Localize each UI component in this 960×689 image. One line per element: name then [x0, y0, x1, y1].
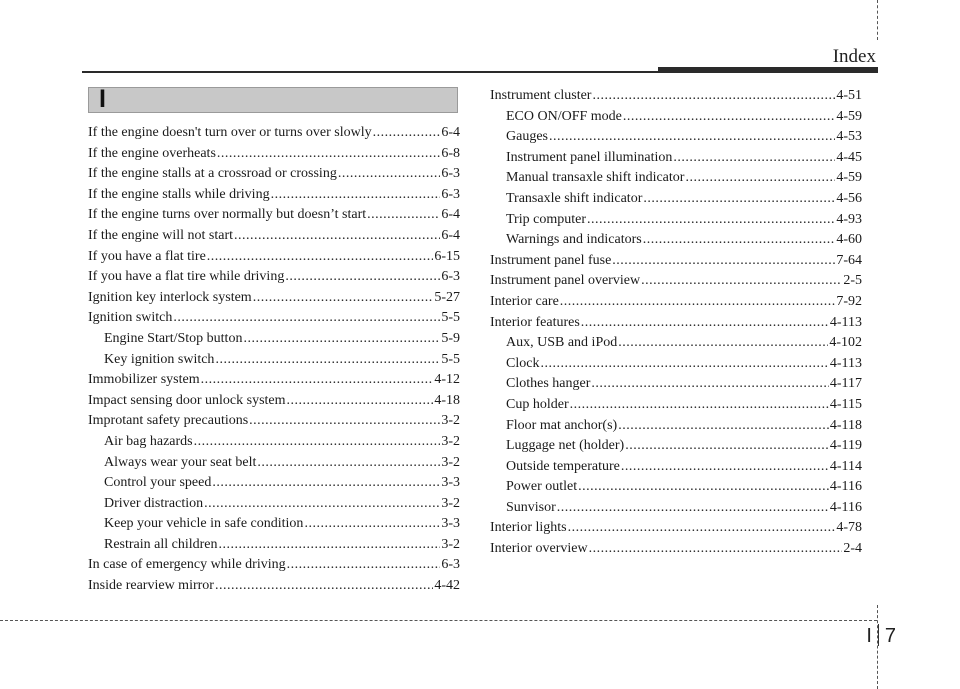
index-entry-page: 5-5: [441, 351, 460, 367]
index-entry-text: Driver distraction: [104, 495, 204, 511]
index-entry: [88, 352, 460, 373]
index-entry: [88, 537, 460, 558]
index-entry-text: Manual transaxle shift indicator: [506, 170, 685, 186]
index-entry-text: Gauges: [506, 129, 548, 145]
index-entry-text: Clock: [506, 355, 540, 371]
index-entry-text: Sunvisor: [506, 499, 556, 515]
dot-leader: [587, 212, 835, 228]
index-entry-text: Immobilizer system: [88, 372, 200, 388]
index-entry-page: 3-2: [441, 536, 460, 552]
dot-leader: [204, 496, 440, 512]
index-entry: [490, 150, 862, 171]
dot-leader: [201, 372, 434, 388]
dot-leader: [673, 150, 835, 166]
index-entry-page: 3-3: [441, 516, 460, 532]
dot-leader: [215, 352, 440, 368]
index-entry-page: 4-113: [829, 314, 862, 330]
index-entry: [88, 455, 460, 476]
index-entry-page: 6-15: [434, 248, 460, 264]
index-entry: [88, 413, 460, 434]
index-entry: [490, 356, 862, 377]
index-entry-page: 2-4: [843, 541, 862, 557]
index-entry-text: If you have a flat tire while driving: [88, 269, 285, 285]
index-entry-page: 4-115: [829, 396, 862, 412]
index-entry: [88, 393, 460, 414]
index-entry: [490, 438, 862, 459]
index-letter: I: [99, 85, 106, 113]
dot-leader: [570, 397, 829, 413]
index-entry-text: Instrument panel illumination: [506, 149, 673, 165]
index-entry-text: If the engine will not start: [88, 227, 234, 243]
index-entry: [490, 500, 862, 521]
index-entry-text: Warnings and indicators: [506, 232, 642, 248]
index-entry-page: 6-3: [441, 166, 460, 182]
index-entry: [490, 315, 862, 336]
index-entry-text: Trip computer: [506, 211, 586, 227]
page-header-title: Index: [832, 46, 876, 67]
index-entry-page: 6-3: [441, 557, 460, 573]
index-entry-page: 4-78: [836, 520, 862, 536]
index-entry-page: 4-59: [836, 108, 862, 124]
index-entry: [88, 557, 460, 578]
dot-leader: [285, 269, 440, 285]
index-entry-text: Inside rearview mirror: [88, 578, 214, 594]
dot-leader: [249, 413, 440, 429]
index-entry-text: If the engine doesn't turn over or turns over slowly: [88, 125, 372, 140]
index-entry: [88, 146, 460, 167]
index-entry-page: 4-53: [836, 129, 862, 145]
index-entry-text: Instrument cluster: [490, 88, 592, 103]
index-entry-text: Aux, USB and iPod: [506, 335, 618, 351]
dot-leader: [591, 376, 828, 392]
dot-leader: [641, 273, 842, 289]
index-entry-text: ECO ON/OFF mode: [506, 108, 622, 124]
crop-mark-top: [877, 0, 878, 40]
index-entry-page: 7-92: [836, 293, 862, 309]
index-entry: [88, 331, 460, 352]
index-entry: [88, 207, 460, 228]
dot-leader: [257, 455, 440, 471]
index-entry-text: Floor mat anchor(s): [506, 417, 618, 433]
index-entry-page: 2-5: [843, 273, 862, 289]
index-entry-page: 3-3: [441, 475, 460, 491]
dot-leader: [549, 129, 835, 145]
header-rule-accent: [658, 67, 878, 73]
dot-leader: [643, 232, 836, 248]
index-entry-text: Transaxle shift indicator: [506, 190, 643, 206]
index-entry-text: Control your speed: [104, 475, 212, 491]
index-entry-text: Outside temperature: [506, 458, 620, 474]
index-entry: [490, 294, 862, 315]
dot-leader: [623, 109, 835, 125]
dot-leader: [612, 253, 835, 269]
dot-leader: [625, 438, 829, 454]
index-entry: [490, 253, 862, 274]
index-entry-page: 6-3: [441, 269, 460, 285]
index-entry-text: Power outlet: [506, 479, 578, 495]
index-entry-page: 4-59: [836, 170, 862, 186]
index-entry: [490, 212, 862, 233]
index-entry: [490, 129, 862, 150]
index-entry-page: 4-119: [829, 438, 862, 454]
index-entry-page: 4-116: [829, 479, 862, 495]
dot-leader: [212, 475, 440, 491]
index-entry-text: If the engine overheats: [88, 145, 216, 161]
index-entry: [490, 191, 862, 212]
index-entry-page: 6-8: [441, 145, 460, 161]
index-entry: [490, 109, 862, 130]
dot-leader: [643, 191, 835, 207]
footer-rule: [0, 620, 877, 621]
index-entry: [490, 376, 862, 397]
dot-leader: [589, 541, 843, 557]
index-entry-text: If the engine turns over normally but doesn’t start: [88, 207, 367, 223]
index-entry-page: 4-56: [836, 190, 862, 206]
index-entry-text: Luggage net (holder): [506, 438, 625, 454]
index-entry: [490, 232, 862, 253]
dot-leader: [234, 228, 440, 244]
index-entry: [490, 88, 862, 109]
index-entry-page: 4-113: [829, 355, 862, 371]
index-entry: [490, 541, 862, 562]
index-entry: [490, 479, 862, 500]
index-entry-page: 3-2: [441, 433, 460, 449]
dot-leader: [557, 500, 829, 516]
index-entry: [490, 335, 862, 356]
dot-leader: [338, 166, 441, 182]
index-entry-page: 4-18: [434, 392, 460, 408]
dot-leader: [215, 578, 433, 594]
index-entry-text: Ignition key interlock system: [88, 289, 252, 305]
dot-leader: [243, 331, 440, 347]
index-entry-page: 7-64: [836, 252, 862, 268]
index-entry: [490, 170, 862, 191]
index-entry: [490, 418, 862, 439]
index-entry-page: 3-2: [441, 495, 460, 511]
index-entry: [88, 475, 460, 496]
dot-leader: [217, 146, 440, 162]
index-entry-text: Engine Start/Stop button: [104, 330, 243, 346]
index-entry-text: Cup holder: [506, 396, 569, 412]
index-entry-text: Improtant safety precautions: [88, 413, 249, 429]
index-entry: [88, 290, 460, 311]
index-entry: [88, 496, 460, 517]
dot-leader: [287, 557, 441, 573]
dot-leader: [373, 125, 441, 141]
index-entry-text: Instrument panel overview: [490, 273, 641, 289]
index-entry-page: 6-3: [441, 186, 460, 202]
index-entry-page: 4-12: [434, 372, 460, 388]
dot-leader: [173, 310, 440, 326]
footer-page: 7: [884, 625, 896, 647]
index-entry: [88, 166, 460, 187]
index-entry-text: Impact sensing door unlock system: [88, 392, 286, 408]
index-entry-text: Clothes hanger: [506, 376, 591, 392]
index-entry-text: Keep your vehicle in safe condition: [104, 516, 304, 532]
dot-leader: [207, 249, 434, 265]
index-entry-text: If the engine stalls at a crossroad or crossing: [88, 166, 337, 182]
index-letter-bar: [88, 87, 458, 113]
index-entry: [88, 187, 460, 208]
index-entry: [88, 125, 460, 146]
index-entry-page: 3-2: [441, 413, 460, 429]
index-entry-page: 4-60: [836, 232, 862, 248]
dot-leader: [253, 290, 434, 306]
index-entry-text: Key ignition switch: [104, 351, 215, 367]
index-entry-page: 4-102: [829, 335, 862, 351]
index-entry-text: Interior overview: [490, 541, 588, 557]
index-entry-page: 4-114: [829, 458, 862, 474]
dot-leader: [304, 516, 440, 532]
index-entry-page: 4-45: [836, 149, 862, 165]
index-entry-page: 4-93: [836, 211, 862, 227]
index-entry: [88, 372, 460, 393]
index-column-left: [88, 125, 460, 599]
dot-leader: [581, 315, 829, 331]
index-entry-page: 3-2: [441, 454, 460, 470]
index-entry: [490, 273, 862, 294]
index-entry-text: Instrument panel fuse: [490, 252, 612, 268]
dot-leader: [367, 207, 440, 223]
dot-leader: [592, 88, 835, 104]
index-entry-page: 4-51: [836, 88, 862, 103]
index-entry-text: Always wear your seat belt: [104, 454, 257, 470]
index-entry-text: Interior lights: [490, 520, 567, 536]
index-entry-page: 4-116: [829, 499, 862, 515]
index-entry: [88, 516, 460, 537]
index-entry: [88, 228, 460, 249]
index-entry: [490, 459, 862, 480]
dot-leader: [194, 434, 441, 450]
index-entry-text: Interior care: [490, 293, 559, 309]
index-entry-page: 5-9: [441, 330, 460, 346]
index-entry-text: If the engine stalls while driving: [88, 186, 270, 202]
index-entry: [88, 249, 460, 270]
index-entry-page: 5-27: [434, 289, 460, 305]
dot-leader: [560, 294, 836, 310]
index-entry-page: 5-5: [441, 310, 460, 326]
index-entry: [490, 520, 862, 541]
dot-leader: [568, 520, 836, 536]
index-entry-page: 6-4: [441, 125, 460, 140]
index-column-right: [490, 88, 862, 562]
index-entry-page: 4-42: [434, 578, 460, 594]
index-entry-text: Air bag hazards: [104, 433, 193, 449]
page-number-divider: [878, 624, 879, 646]
dot-leader: [685, 170, 835, 186]
dot-leader: [219, 537, 441, 553]
index-entry-page: 6-4: [441, 227, 460, 243]
dot-leader: [271, 187, 441, 203]
index-entry-text: If you have a flat tire: [88, 248, 206, 264]
index-entry-text: Restrain all children: [104, 536, 218, 552]
dot-leader: [287, 393, 434, 409]
index-entry-text: Interior features: [490, 314, 580, 330]
index-entry-text: In case of emergency while driving: [88, 557, 286, 573]
dot-leader: [618, 335, 828, 351]
footer-section-letter: I: [866, 625, 872, 647]
index-entry-page: 6-4: [441, 207, 460, 223]
index-entry: [88, 434, 460, 455]
index-entry: [88, 310, 460, 331]
dot-leader: [618, 418, 829, 434]
index-entry: [490, 397, 862, 418]
index-entry: [88, 269, 460, 290]
index-entry: [88, 578, 460, 599]
index-entry-page: 4-117: [829, 376, 862, 392]
index-entry-page: 4-118: [829, 417, 862, 433]
dot-leader: [540, 356, 828, 372]
dot-leader: [578, 479, 829, 495]
dot-leader: [621, 459, 829, 475]
index-entry-text: Ignition switch: [88, 310, 173, 326]
page-number: [866, 624, 896, 648]
